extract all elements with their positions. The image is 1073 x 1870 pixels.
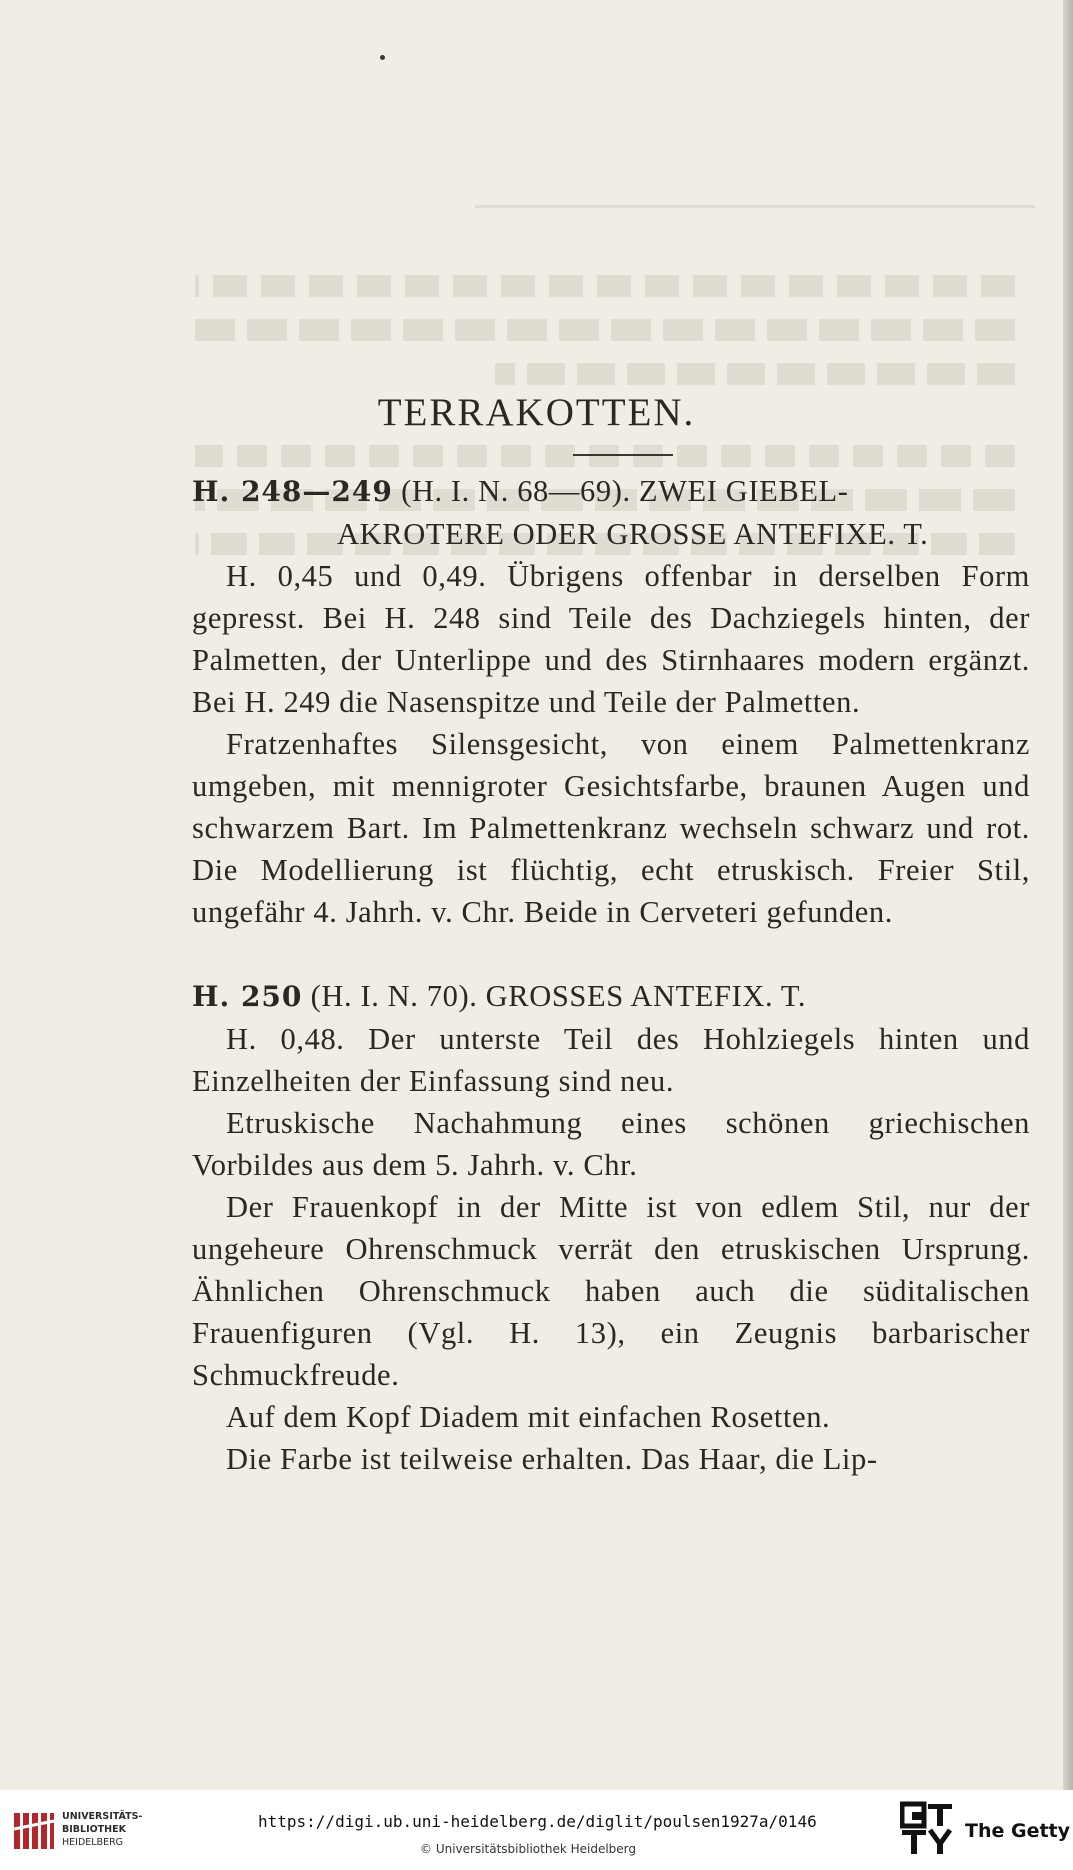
entry-paragraph: Der Frauenkopf in der Mitte ist von edlem Stil, nur der ungeheure Ohrenschmuck verrät den etruskischen Ursprung. Ähnlichen Ohrenschmuck haben auch die süditalischen Frauenfiguren (Vgl. H. 13), ein Zeugnis barbarischer Schmuckfreude. xyxy=(192,1190,1030,1392)
entry-paragraph: Fratzenhaftes Silensgesicht, von einem Palmettenkranz umgeben, mit mennigroter Gesichtsfarbe, braunen Augen und schwarzem Bart. Im Palmettenkranz wechseln schwarz und rot. Die Modellierung ist flüchtig, echt etruskisch. Freier Stil, ungefähr 4. Jahrh. v. Chr. Beide in Cerveteri gefunden. xyxy=(192,727,1030,929)
library-name-line2: BIBLIOTHEK xyxy=(62,1824,126,1835)
entry-heading xyxy=(192,975,1030,1018)
library-logo-icon xyxy=(12,1809,56,1853)
entry-heading-text: (H. I. N. 70). GROSSES ANTEFIX. T. xyxy=(310,979,807,1013)
entry-heading-text: (H. I. N. 68—69). ZWEI GIEBEL- xyxy=(401,474,849,508)
getty-name: The Getty xyxy=(965,1820,1071,1842)
title-rule xyxy=(573,454,673,456)
entry-paragraph: Die Farbe ist teilweise erhalten. Das Haar, die Lip- xyxy=(226,1442,878,1476)
entry-paragraph: H. 0,45 und 0,49. Übrigens offenbar in derselben Form gepresst. Bei H. 248 sind Teile des Dachziegels hinten, der Palmetten, der Unterlippe und des Stirnhaares modern ergänzt. Bei H. 249 die Nasenspitze und Teile der Palmetten. xyxy=(192,559,1030,719)
library-name-line1: UNIVERSITÄTS- xyxy=(62,1811,143,1822)
section-title: TERRAKOTTEN. xyxy=(377,391,696,434)
page-edge-shadow xyxy=(1063,0,1073,1790)
entry-number: H. 248—249 xyxy=(192,475,393,508)
copyright-notice: © Universitätsbibliothek Heidelberg xyxy=(420,1842,637,1856)
entry-heading xyxy=(192,470,1030,513)
viewer-footer xyxy=(0,1790,1073,1870)
library-name-line3: HEIDELBERG xyxy=(62,1837,124,1848)
university-library-logo[interactable] xyxy=(12,1805,143,1855)
entry-paragraph: Auf dem Kopf Diadem mit einfachen Rosetten. xyxy=(226,1400,831,1434)
getty-logo-icon[interactable] xyxy=(900,1800,956,1858)
entry-paragraph: Etruskische Nachahmung eines schönen griechischen Vorbildes aus dem 5. Jahrh. v. Chr. xyxy=(192,1106,1030,1182)
entry-number: H. 250 xyxy=(192,980,303,1013)
catalog-text xyxy=(192,470,1030,1480)
permalink-url[interactable]: https://digi.ub.uni-heidelberg.de/diglit/poulsen1927a/0146 xyxy=(258,1812,817,1831)
printed-dot-mark xyxy=(380,55,385,60)
entry-paragraph: H. 0,48. Der unterste Teil des Hohlziegels hinten und Einzelheiten der Einfassung sind neu. xyxy=(192,1022,1030,1098)
entry-heading-continuation: AKROTERE ODER GROSSE ANTEFIXE. T. xyxy=(337,517,929,551)
